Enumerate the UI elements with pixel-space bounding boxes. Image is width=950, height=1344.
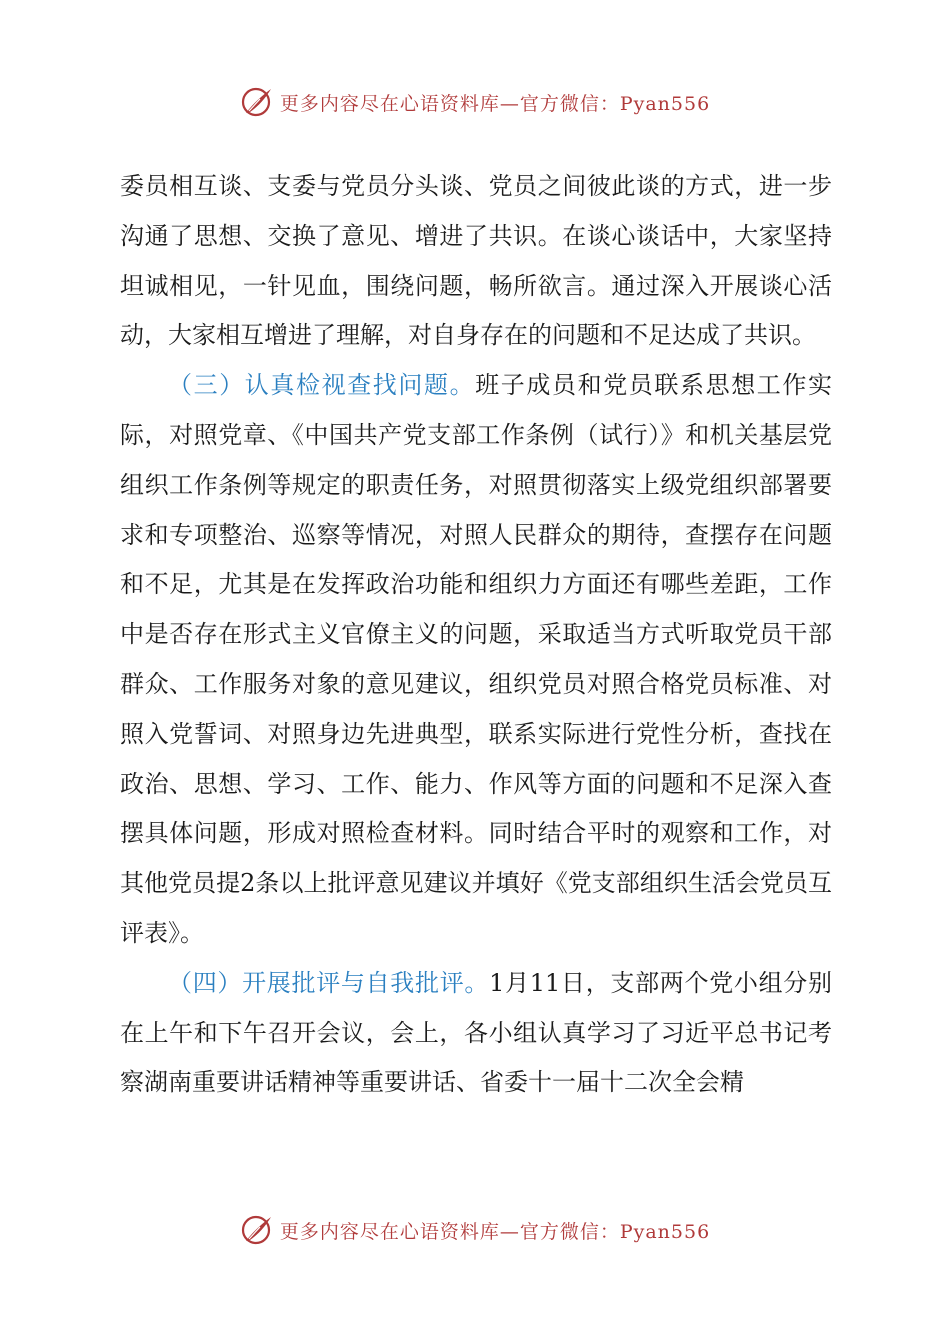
paragraph-1-text: 委员相互谈、支委与党员分头谈、党员之间彼此谈的方式，进一步沟通了思想、交换了意见、增进了共识。在谈心谈话中，大家坚持坦诚相见，一针见血，围绕问题，畅所欲言。通过深入开展谈心活动，大家相互增进了理解，对自身存在的问题和不足达成了共识。 [120, 172, 832, 350]
footer-banner [0, 1210, 950, 1250]
paragraph-2 [120, 361, 832, 959]
paragraph-2-heading: （三）认真检视查找问题。 [168, 371, 476, 400]
paragraph-1 [120, 162, 832, 361]
header-banner [0, 82, 950, 122]
paragraph-2-text: 班子成员和党员联系思想工作实际，对照党章、《中国共产党支部工作条例（试行）》和机关基层党组织工作条例等规定的职责任务，对照贯彻落实上级党组织部署要求和专项整治、巡察等情况，对照人民群众的期待，查摆存在问题和不足，尤其是在发挥政治功能和组织力方面还有哪些差距，工作中是否存在形式主义官僚主义的问题，采取适当方式听取党员干部群众、工作服务对象的意见建议，组织党员对照合格党员标准、对照入党誓词、对照身边先进典型，联系实际进行党性分析，查找在政治、思想、学习、工作、能力、作风等方面的问题和不足深入查摆具体问题，形成对照检查材料。同时结合平时的观察和工作，对其他党员提2条以上批评意见建议并填好《党支部组织生活会党员互评表》。 [120, 371, 833, 947]
quill-logo-icon [240, 85, 274, 119]
header-banner-text: 更多内容尽在心语资料库—官方微信：Pyan556 [279, 92, 711, 115]
footer-banner-text: 更多内容尽在心语资料库—官方微信：Pyan556 [279, 1220, 711, 1243]
paragraph-3-text: 1月11日，支部两个党小组分别在上午和下午召开会议，会上，各小组认真学习了习近平总书记考察湖南重要讲话精神等重要讲话、省委十一届十二次全会精 [120, 968, 832, 1097]
quill-logo-icon [240, 1213, 274, 1247]
document-body [120, 162, 832, 1108]
paragraph-3 [120, 959, 832, 1108]
paragraph-3-heading: （四）开展批评与自我批评。 [168, 968, 490, 997]
